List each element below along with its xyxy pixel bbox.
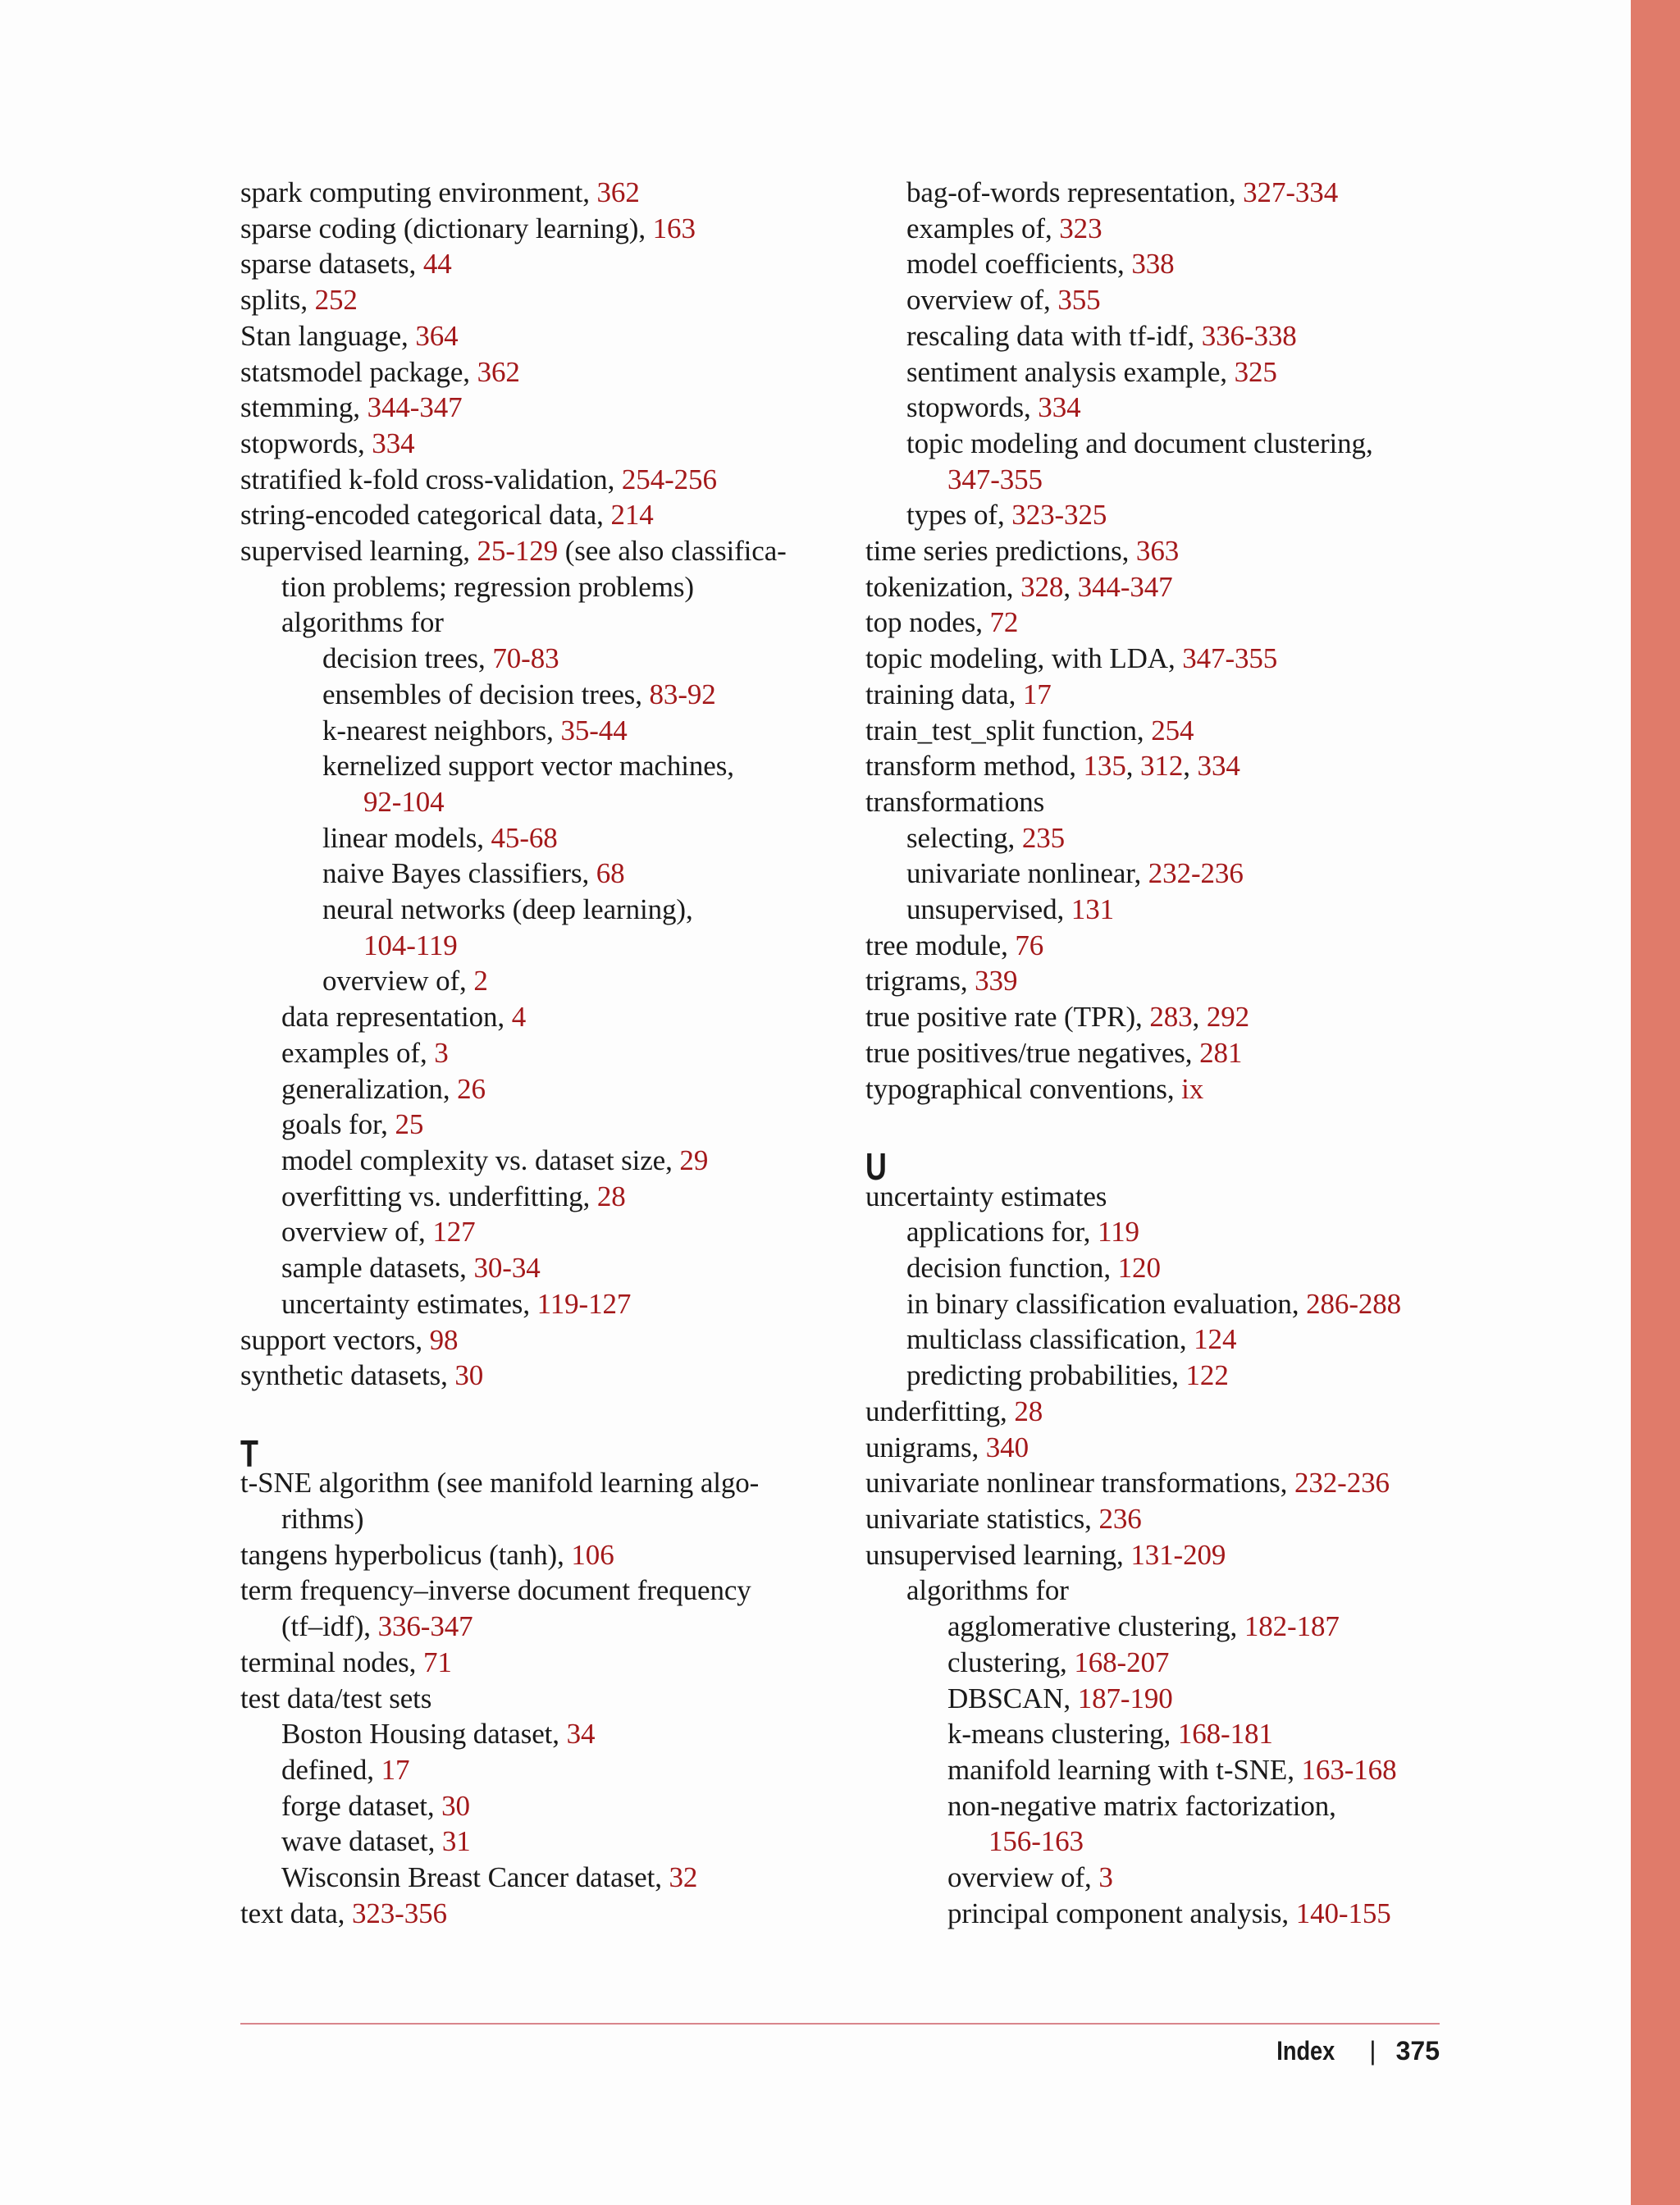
page-ref-link[interactable]: 17: [381, 1753, 410, 1786]
entry-term: univariate nonlinear transformations,: [865, 1467, 1294, 1500]
page-ref-link[interactable]: 340: [985, 1431, 1029, 1463]
index-entry: [240, 497, 847, 533]
index-entry: [240, 1250, 847, 1286]
entry-term: t-SNE algorithm (see manifold learning algo-: [240, 1467, 760, 1500]
entry-term: Stan language,: [240, 319, 416, 352]
page-ref-link[interactable]: 34: [566, 1718, 596, 1751]
index-entry: [240, 1645, 847, 1681]
page-ref-link[interactable]: 68: [596, 857, 625, 890]
index-entry: [865, 1681, 1440, 1717]
page-ref-link[interactable]: 281: [1199, 1036, 1243, 1069]
entry-term: neural networks (deep learning),: [322, 893, 693, 926]
entry-term: in binary classification evaluation,: [906, 1287, 1307, 1320]
index-entry: [240, 963, 847, 999]
page-ref-link[interactable]: 17: [1022, 678, 1052, 710]
entry-term: overview of,: [947, 1861, 1099, 1894]
index-entry: [865, 1322, 1440, 1358]
index-entry: [240, 426, 847, 462]
index-entry: [240, 533, 847, 569]
entry-term: clustering,: [947, 1646, 1075, 1678]
page-ref-link[interactable]: 30-34: [473, 1252, 541, 1285]
index-entry: [865, 1788, 1440, 1824]
index-entry: [865, 820, 1440, 856]
entry-term: topic modeling and document clustering,: [906, 427, 1373, 459]
page-ref-link[interactable]: 334: [1038, 391, 1081, 424]
page-ref-link[interactable]: 76: [1015, 929, 1044, 961]
page-ref-link[interactable]: 28: [596, 1180, 626, 1212]
entry-term: test data/test sets: [240, 1682, 432, 1714]
page-ref-link[interactable]: 334: [1197, 750, 1240, 783]
entry-term: ensembles of decision trees,: [322, 678, 650, 710]
page-ref-link[interactable]: 163: [652, 212, 696, 244]
entry-term: term frequency–inverse document frequency: [240, 1574, 751, 1607]
page-ref-link[interactable]: 187-190: [1077, 1682, 1173, 1714]
entry-term: rithms): [281, 1503, 364, 1535]
page-ref-link[interactable]: 252: [314, 284, 358, 317]
entry-term: naive Bayes classifiers,: [322, 857, 596, 890]
index-entry: [865, 963, 1440, 999]
index-entry: [865, 1501, 1440, 1537]
entry-term: algorithms for: [906, 1574, 1069, 1607]
ref-separator: ,: [1125, 750, 1141, 783]
index-entry: [240, 1716, 847, 1752]
entry-term: decision function,: [906, 1252, 1118, 1285]
entry-term: top nodes,: [865, 606, 990, 639]
page-ref-link[interactable]: 25-129: [477, 535, 559, 568]
entry-term: underfitting,: [865, 1395, 1015, 1427]
section-heading: U: [865, 1144, 887, 1188]
page-ref-link[interactable]: 363: [1135, 535, 1180, 568]
index-entry: [865, 892, 1440, 928]
page-ref-link[interactable]: 362: [596, 176, 640, 208]
index-entry: [865, 1896, 1440, 1932]
index-entry: [240, 1322, 847, 1358]
entry-note: (see also classifica-: [558, 535, 787, 568]
page-ref-link[interactable]: 163-168: [1301, 1753, 1397, 1786]
index-entry: [865, 1250, 1440, 1286]
index-entry: [865, 641, 1440, 677]
index-entry: [240, 605, 847, 641]
entry-term: overview of,: [322, 965, 474, 998]
entry-term: model complexity vs. dataset size,: [281, 1144, 680, 1176]
page-ref-link[interactable]: 254-256: [621, 463, 717, 495]
page-ref-link[interactable]: 336-338: [1201, 319, 1297, 352]
entry-term: splits,: [240, 284, 315, 317]
index-entry: [865, 1394, 1440, 1430]
page-ref-link[interactable]: 35-44: [560, 714, 628, 746]
page-ref-link[interactable]: 72: [989, 606, 1019, 639]
index-entry: [865, 426, 1440, 462]
page-ref-link[interactable]: 334: [372, 427, 415, 459]
entry-term: sentiment analysis example,: [906, 355, 1235, 388]
index-entry: [240, 1501, 847, 1537]
index-entry: [240, 318, 847, 354]
section-heading: T: [240, 1431, 258, 1475]
entry-term: statsmodel package,: [240, 355, 477, 388]
entry-term: k-means clustering,: [947, 1718, 1178, 1751]
index-entry: [865, 282, 1440, 318]
index-entry: [240, 246, 847, 282]
entry-term: overview of,: [281, 1216, 433, 1249]
index-entry: [865, 533, 1440, 569]
page-ref-link[interactable]: 347-355: [947, 463, 1043, 495]
entry-term: model coefficients,: [906, 248, 1132, 281]
entry-term: forge dataset,: [281, 1789, 442, 1822]
page-ref-link[interactable]: 30: [441, 1789, 470, 1822]
index-entry: [865, 1537, 1440, 1573]
page-ref-link[interactable]: 355: [1057, 284, 1101, 317]
entry-term: stopwords,: [240, 427, 372, 459]
entry-term: generalization,: [281, 1072, 458, 1105]
index-entry: [240, 856, 847, 892]
page-ref-link[interactable]: 232-236: [1294, 1467, 1390, 1500]
entry-term: manifold learning with t-SNE,: [947, 1753, 1302, 1786]
index-entry: [865, 462, 1440, 498]
page-ref-link[interactable]: 232-236: [1148, 857, 1244, 890]
index-entry: [240, 1860, 847, 1896]
index-entry: [240, 175, 847, 211]
entry-term: tokenization,: [865, 570, 1021, 603]
index-entry: [240, 354, 847, 390]
index-entry: [240, 462, 847, 498]
ref-separator: ,: [1192, 1001, 1207, 1034]
entry-term: principal component analysis,: [947, 1897, 1296, 1929]
entry-term: unsupervised learning,: [865, 1538, 1131, 1571]
page-ref-link[interactable]: 327-334: [1243, 176, 1339, 208]
entry-term: true positive rate (TPR),: [865, 1001, 1150, 1034]
page-ref-link[interactable]: 26: [457, 1072, 486, 1105]
entry-term: support vectors,: [240, 1323, 430, 1356]
index-entry: [865, 748, 1440, 784]
index-entry: [240, 1035, 847, 1071]
page-ref-link[interactable]: 312: [1140, 750, 1184, 783]
index-entry: [865, 1214, 1440, 1250]
page-ref-link[interactable]: 3: [1098, 1861, 1113, 1894]
index-entry: [240, 1573, 847, 1609]
page-ref-link[interactable]: 338: [1131, 248, 1175, 281]
page-ref-link[interactable]: 119-127: [536, 1287, 632, 1320]
page-ref-link[interactable]: 156-163: [988, 1825, 1084, 1858]
entry-term: supervised learning,: [240, 535, 477, 568]
index-entry: [240, 211, 847, 247]
page-ref-link[interactable]: 127: [432, 1216, 476, 1249]
index-entry: [240, 1609, 847, 1645]
index-entry: [865, 1860, 1440, 1896]
index-entry: [865, 211, 1440, 247]
entry-term: DBSCAN,: [947, 1682, 1078, 1714]
entry-term: univariate statistics,: [865, 1503, 1099, 1535]
page-ref-link[interactable]: 236: [1098, 1503, 1142, 1535]
entry-term: tion problems; regression problems): [281, 570, 694, 603]
footer-rule: [240, 2023, 1440, 2025]
page-ref-link[interactable]: 3: [434, 1036, 449, 1069]
index-entry: [865, 1824, 1440, 1860]
index-entry: [865, 175, 1440, 211]
page-ref-link[interactable]: 235: [1021, 821, 1066, 854]
index-entry: [240, 1286, 847, 1322]
page-ref-link[interactable]: 28: [1014, 1395, 1043, 1427]
entry-term: tangens hyperbolicus (tanh),: [240, 1538, 572, 1571]
page-ref-link[interactable]: 254: [1151, 714, 1194, 746]
index-entry: [240, 713, 847, 749]
page-ref-link[interactable]: 71: [422, 1646, 452, 1678]
entry-term: examples of,: [281, 1036, 435, 1069]
entry-term: sparse datasets,: [240, 248, 423, 281]
page-ref-link[interactable]: 131: [1071, 893, 1114, 926]
entry-term: uncertainty estimates,: [281, 1287, 537, 1320]
page-ref-link[interactable]: 323-325: [1011, 499, 1107, 532]
page-ref-link[interactable]: 29: [679, 1144, 709, 1176]
page-ref-link[interactable]: 31: [441, 1825, 471, 1858]
index-column-right: [865, 175, 1440, 1931]
entry-term: stemming,: [240, 391, 368, 424]
index-column-left: [240, 175, 847, 1931]
page-ref-link[interactable]: 344-347: [1077, 570, 1173, 603]
entry-term: stratified k-fold cross-validation,: [240, 463, 622, 495]
entry-term: training data,: [865, 678, 1023, 710]
page-ref-link[interactable]: 120: [1117, 1252, 1161, 1285]
entry-term: string-encoded categorical data,: [240, 499, 611, 532]
entry-term: multiclass classification,: [906, 1323, 1194, 1356]
page-ref-link[interactable]: 323: [1059, 212, 1102, 244]
entry-term: algorithms for: [281, 606, 444, 639]
page-ref-link[interactable]: 106: [571, 1538, 614, 1571]
entry-term: Wisconsin Breast Cancer dataset,: [281, 1861, 669, 1894]
entry-term: data representation,: [281, 1001, 512, 1034]
index-entry: [865, 605, 1440, 641]
index-entry: [865, 713, 1440, 749]
entry-term: transform method,: [865, 750, 1084, 783]
index-entry: [240, 569, 847, 605]
entry-term: non-negative matrix factorization,: [947, 1789, 1336, 1822]
page-ref-link[interactable]: 336-347: [377, 1610, 473, 1643]
index-entry: [240, 390, 847, 426]
index-entry: [865, 1645, 1440, 1681]
entry-term: agglomerative clustering,: [947, 1610, 1244, 1643]
index-entry: [240, 1179, 847, 1215]
entry-term: decision trees,: [322, 642, 493, 675]
index-entry: [240, 1681, 847, 1717]
entry-term: spark computing environment,: [240, 176, 597, 208]
index-entry: [865, 246, 1440, 282]
entry-term: linear models,: [322, 821, 491, 854]
page-ref-link[interactable]: 286-288: [1306, 1287, 1402, 1320]
index-entry: [240, 784, 847, 820]
page-ref-link[interactable]: 122: [1185, 1359, 1229, 1392]
index-entry: [240, 1214, 847, 1250]
entry-term: tree module,: [865, 929, 1016, 961]
page-ref-link[interactable]: 339: [975, 965, 1018, 998]
page-number: 375: [1395, 2036, 1440, 2066]
index-entry: [240, 677, 847, 713]
entry-term: bag-of-words representation,: [906, 176, 1244, 208]
entry-term: typographical conventions,: [865, 1072, 1182, 1105]
page-ref-link[interactable]: 92-104: [363, 785, 445, 818]
entry-term: sparse coding (dictionary learning),: [240, 212, 653, 244]
page-ref-link[interactable]: 4: [511, 1001, 527, 1034]
ref-separator: ,: [1063, 570, 1078, 603]
page-ref-link[interactable]: 131-209: [1130, 1538, 1226, 1571]
entry-term: text data,: [240, 1897, 352, 1929]
entry-term: kernelized support vector machines,: [322, 750, 734, 783]
index-entry: [240, 1107, 847, 1143]
index-entry: [865, 318, 1440, 354]
entry-term: predicting probabilities,: [906, 1359, 1186, 1392]
entry-term: topic modeling, with LDA,: [865, 642, 1183, 675]
page-ref-link[interactable]: 325: [1234, 355, 1277, 388]
page-ref-link[interactable]: 70-83: [492, 642, 559, 675]
entry-term: univariate nonlinear,: [906, 857, 1148, 890]
index-entry: [865, 354, 1440, 390]
section-gap: [865, 1107, 1440, 1143]
index-entry: [240, 820, 847, 856]
entry-term: overview of,: [906, 284, 1058, 317]
entry-term: train_test_split function,: [865, 714, 1152, 746]
entry-term: trigrams,: [865, 965, 975, 998]
index-entry: [240, 892, 847, 928]
index-entry: [865, 390, 1440, 426]
entry-term: terminal nodes,: [240, 1646, 423, 1678]
page-ref-link[interactable]: 30: [454, 1359, 484, 1392]
page-ref-link[interactable]: 25: [395, 1108, 424, 1141]
index-entry: [865, 1358, 1440, 1394]
page-ref-link[interactable]: 347-355: [1182, 642, 1278, 675]
index-entry: [240, 282, 847, 318]
entry-term: uncertainty estimates: [865, 1180, 1107, 1212]
page-ref-link[interactable]: 362: [477, 355, 520, 388]
entry-term: transformations: [865, 785, 1045, 818]
index-entry: [865, 1035, 1440, 1071]
page-ref-link[interactable]: 182-187: [1244, 1610, 1340, 1643]
entry-term: synthetic datasets,: [240, 1359, 455, 1392]
index-entry: [865, 497, 1440, 533]
index-entry: [865, 1716, 1440, 1752]
index-entry: [240, 1071, 847, 1107]
footer-separator: |: [1369, 2036, 1376, 2066]
page-ref-link[interactable]: 124: [1194, 1323, 1237, 1356]
index-entry: [865, 1430, 1440, 1466]
page-ref-link[interactable]: 168-207: [1074, 1646, 1170, 1678]
index-entry: [865, 784, 1440, 820]
page-ref-link[interactable]: 83-92: [649, 678, 716, 710]
entry-term: selecting,: [906, 821, 1022, 854]
index-entry: [240, 1143, 847, 1179]
index-entry: [240, 1788, 847, 1824]
page-ref-link[interactable]: 283: [1149, 1001, 1193, 1034]
entry-term: types of,: [906, 499, 1012, 532]
page-ref-link[interactable]: 32: [669, 1861, 698, 1894]
entry-term: examples of,: [906, 212, 1060, 244]
index-entry: [240, 1824, 847, 1860]
index-entry: [865, 1609, 1440, 1645]
page-ref-link[interactable]: 140-155: [1295, 1897, 1391, 1929]
page-ref-link[interactable]: 98: [429, 1323, 459, 1356]
page-edge-tab: [1631, 0, 1680, 2205]
index-entry: [865, 1071, 1440, 1107]
page-ref-link[interactable]: 44: [422, 248, 452, 281]
page-ref-link[interactable]: 168-181: [1177, 1718, 1273, 1751]
index-entry: [865, 856, 1440, 892]
entry-term: stopwords,: [906, 391, 1039, 424]
page-ref-link[interactable]: 323-356: [351, 1897, 447, 1929]
index-entry: [865, 569, 1440, 605]
entry-term: Boston Housing dataset,: [281, 1718, 567, 1751]
page-ref-link[interactable]: 2: [473, 965, 488, 998]
page-ref-link[interactable]: ix: [1181, 1072, 1204, 1105]
index-entry: [240, 641, 847, 677]
page-ref-link[interactable]: 135: [1083, 750, 1126, 783]
index-entry: [240, 1537, 847, 1573]
entry-term: sample datasets,: [281, 1252, 474, 1285]
entry-term: time series predictions,: [865, 535, 1136, 568]
page-ref-link[interactable]: 214: [610, 499, 654, 532]
entry-term: (tf–idf),: [281, 1610, 378, 1643]
section-gap: [240, 1394, 847, 1430]
index-entry: [865, 1573, 1440, 1609]
index-entry: [865, 677, 1440, 713]
page-ref-link[interactable]: 364: [415, 319, 459, 352]
index-entry: [240, 928, 847, 964]
index-entry: [240, 1752, 847, 1788]
page-ref-link[interactable]: 292: [1206, 1001, 1250, 1034]
entry-term: k-nearest neighbors,: [322, 714, 561, 746]
entry-term: goals for,: [281, 1108, 395, 1141]
entry-term: overfitting vs. underfitting,: [281, 1180, 597, 1212]
entry-term: unigrams,: [865, 1431, 986, 1463]
index-entry: [865, 999, 1440, 1035]
page-ref-link[interactable]: 104-119: [363, 929, 458, 961]
page-footer: [1271, 2036, 1440, 2066]
entry-term: applications for,: [906, 1216, 1098, 1249]
footer-section: Index: [1276, 2036, 1335, 2066]
index-entry: [865, 928, 1440, 964]
entry-term: wave dataset,: [281, 1825, 442, 1858]
page-ref-link[interactable]: 45-68: [491, 821, 558, 854]
index-entry: [865, 1465, 1440, 1501]
entry-term: rescaling data with tf-idf,: [906, 319, 1202, 352]
ref-separator: ,: [1183, 750, 1198, 783]
page-ref-link[interactable]: 328: [1020, 570, 1064, 603]
index-entry: [865, 1752, 1440, 1788]
index-entry: [865, 1286, 1440, 1322]
index-entry: [240, 748, 847, 784]
entry-term: unsupervised,: [906, 893, 1071, 926]
entry-term: defined,: [281, 1753, 381, 1786]
index-entry: [240, 1358, 847, 1394]
page-ref-link[interactable]: 119: [1097, 1216, 1139, 1249]
entry-term: true positives/true negatives,: [865, 1036, 1200, 1069]
page-ref-link[interactable]: 344-347: [367, 391, 463, 424]
index-entry: [240, 999, 847, 1035]
index-entry: [240, 1896, 847, 1932]
